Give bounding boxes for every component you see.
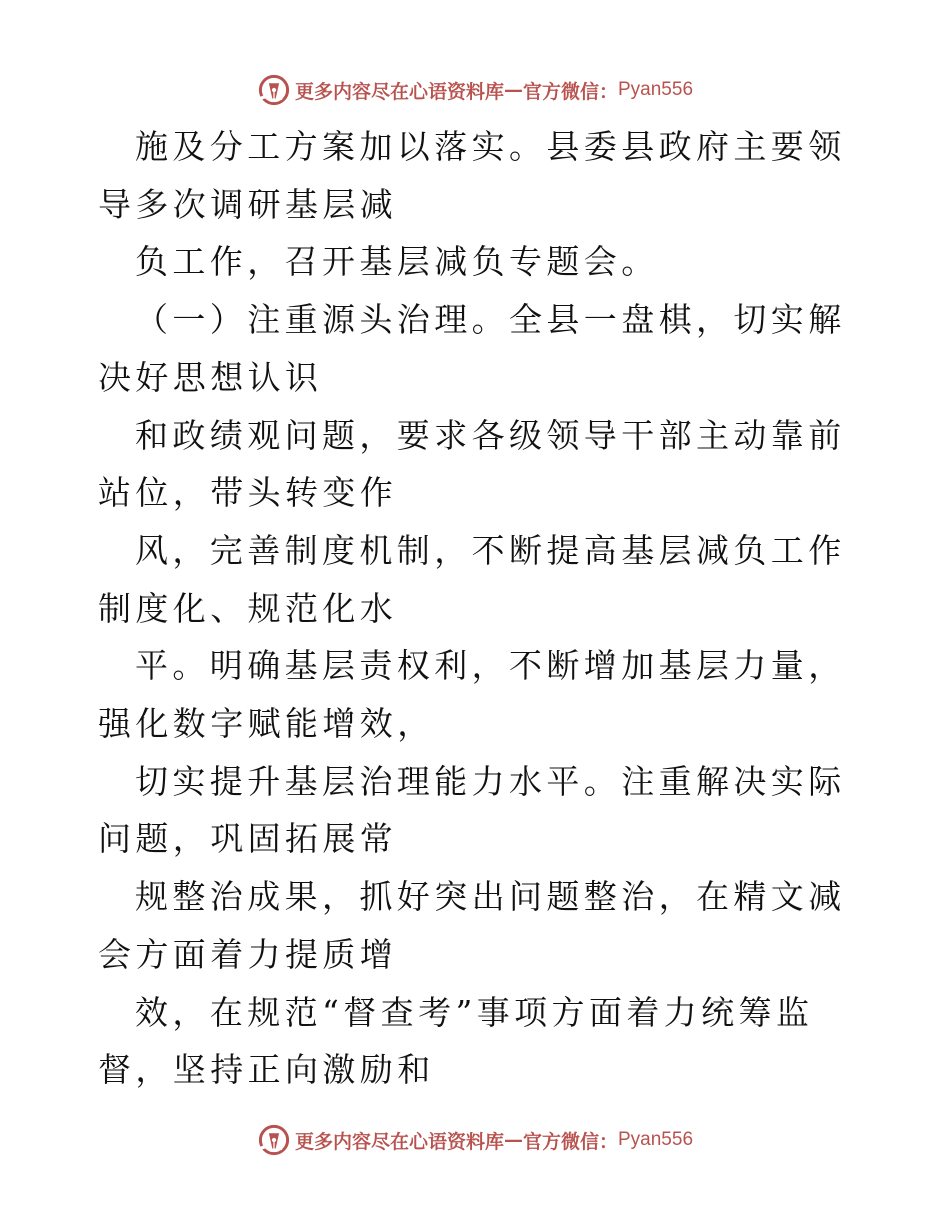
banner-brand-text: 更多内容尽在心语资料库 [294, 1130, 504, 1153]
paragraph: 效，在规范“督查考”事项方面着力统筹监督，坚持正向激励和 [98, 992, 814, 1090]
banner-label-text: 官方微信： [522, 1130, 618, 1153]
paragraph: 和政绩观问题，要求各级领导干部主动靠前站位，带头转变作 [98, 415, 846, 513]
header-banner [0, 70, 950, 110]
paragraph: 风，完善制度机制，不断提高基层减负工作制度化、规范化水 [98, 530, 846, 628]
paragraph: 施及分工方案加以落实。县委县政府主要领导多次调研基层减 [98, 127, 846, 224]
pen-nib-logo-icon [257, 1123, 291, 1157]
paragraph: 切实提升基层治理能力水平。注重解决实际问题，巩固拓展常 [98, 761, 846, 859]
banner-account-text: Pyan556 [618, 1129, 694, 1150]
banner-dash: — [503, 1129, 523, 1151]
pen-nib-logo-icon [257, 73, 291, 107]
paragraph: （一）注重源头治理。全县一盘棋，切实解决好思想认识 [98, 300, 846, 397]
banner-brand-text: 更多内容尽在心语资料库 [294, 80, 504, 103]
banner-account-text: Pyan556 [618, 79, 694, 100]
paragraph: 规整治成果，抓好突出问题整治，在精文减会方面着力提质增 [98, 877, 846, 974]
banner-label-text: 官方微信： [522, 80, 618, 103]
document-body [98, 118, 878, 1099]
footer-banner [0, 1120, 950, 1160]
paragraph: 平。明确基层责权利，不断增加基层力量，强化数字赋能增效， [98, 646, 846, 744]
banner-dash: — [503, 79, 523, 101]
paragraph: 负工作，召开基层减负专题会。 [135, 242, 659, 282]
